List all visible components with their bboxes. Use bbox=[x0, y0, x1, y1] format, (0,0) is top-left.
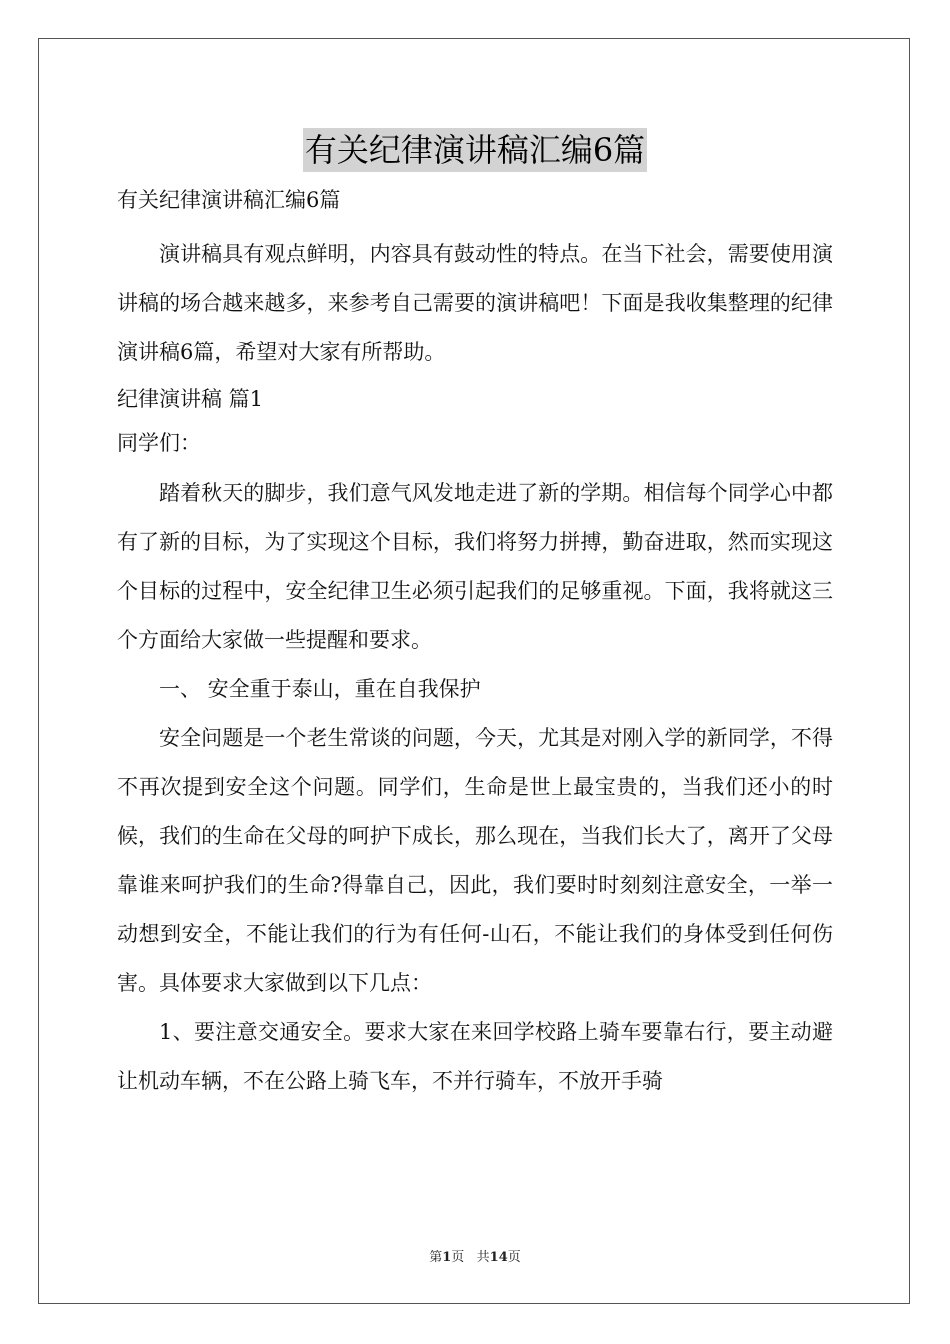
intro-paragraph: 演讲稿具有观点鲜明，内容具有鼓动性的特点。在当下社会，需要使用演讲稿的场合越来越多，来参考自己需要的演讲稿吧！下面是我收集整理的纪律演讲稿6篇，希望对大家有所帮助。 bbox=[117, 242, 833, 364]
document-body bbox=[117, 182, 833, 1106]
title-wrap bbox=[0, 128, 950, 172]
document-title: 有关纪律演讲稿汇编6篇 bbox=[303, 128, 647, 172]
body-paragraph-1: 踏着秋天的脚步，我们意气风发地走进了新的学期。相信每个同学心中都有了新的目标，为了实现这个目标，我们将努力拼搏，勤奋进取，然而实现这个目标的过程中，安全纪律卫生必须引起我们的足够重视。下面，我将就这三个方面给大家做一些提醒和要求。 bbox=[117, 481, 833, 652]
footer-total-pages: 14 bbox=[489, 1250, 508, 1265]
salutation: 同学们： bbox=[117, 431, 201, 455]
point-heading: 一、 安全重于泰山，重在自我保护 bbox=[159, 677, 481, 701]
document-subtitle: 有关纪律演讲稿汇编6篇 bbox=[117, 188, 341, 212]
footer-page-number: 1 bbox=[442, 1250, 452, 1265]
footer-page-suffix: 页 bbox=[507, 1250, 521, 1265]
footer-page-prefix: 第 bbox=[429, 1250, 443, 1265]
page-footer bbox=[0, 1246, 950, 1265]
section-heading: 纪律演讲稿 篇1 bbox=[117, 387, 264, 411]
footer-page-mid: 页 共 bbox=[451, 1250, 490, 1265]
body-paragraph-3: 1、要注意交通安全。要求大家在来回学校路上骑车要靠右行，要主动避让机动车辆，不在公路上骑飞车，不并行骑车，不放开手骑 bbox=[117, 1020, 833, 1093]
body-paragraph-2: 安全问题是一个老生常谈的问题，今天，尤其是对刚入学的新同学，不得不再次提到安全这个问题。同学们，生命是世上最宝贵的，当我们还小的时候，我们的生命在父母的呵护下成长，那么现在，当我们长大了，离开了父母靠谁来呵护我们的生命?得靠自己，因此，我们要时时刻刻注意安全，一举一动想到安全，不能让我们的行为有任何-山石，不能让我们的身体受到任何伤害。具体要求大家做到以下几点： bbox=[117, 726, 833, 995]
